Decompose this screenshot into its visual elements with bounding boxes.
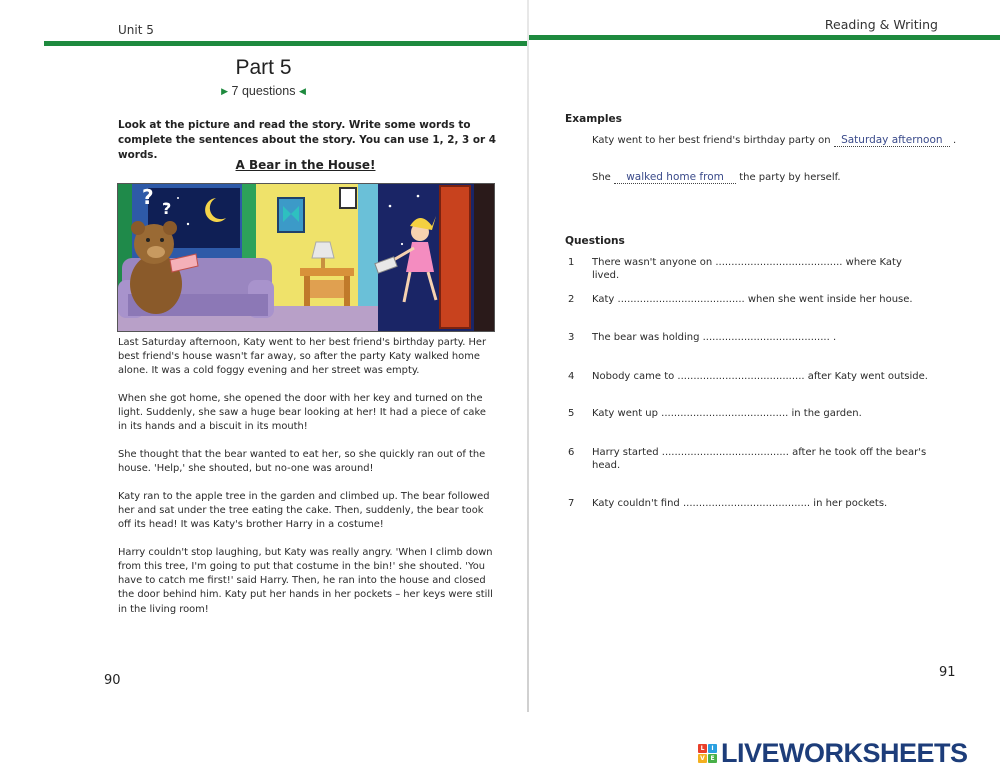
example-line — [592, 172, 841, 184]
story-paragraph: Katy ran to the apple tree in the garden and climbed up. The bear followed her and sat under the tree eating the cake. Then, suddenly, the bear took off its head! It was Katy's brother Harry in a costume! — [118, 490, 490, 531]
question-number: 2 — [568, 294, 575, 305]
page-number-right: 91 — [939, 665, 956, 680]
story-title: A Bear in the House! — [235, 158, 376, 172]
question-number: 4 — [568, 371, 575, 382]
story-paragraph: Harry couldn't stop laughing, but Katy was really angry. 'When I climb down from this tree, I'm going to put that costume in the bin!' she shouted. 'You have to catch me first!' said Harry. Then, he ran into the house and closed the door behind him. Katy put her hands in her pockets – her keys were still in the living room! — [118, 546, 493, 615]
story-paragraph: She thought that the bear wanted to eat her, so she quickly ran out of the house. 'Help,' she shouted, but no-one was around! — [118, 449, 486, 475]
example-line — [592, 135, 956, 147]
story-paragraph: Last Saturday afternoon, Katy went to her best friend's birthday party. Her best friend's house wasn't far away, so after the party Katy walked home alone. It was a cold foggy evening and her street was empty. — [118, 337, 487, 377]
questions-heading: Questions — [565, 235, 625, 247]
example-text: the party by herself. — [739, 172, 841, 183]
example-text: Katy went to her best friend's birthday party on — [592, 135, 831, 146]
triangle-right-icon: ▶ — [221, 86, 229, 96]
examples-heading: Examples — [565, 113, 622, 125]
question-number: 7 — [568, 498, 575, 509]
brand-name: LIVEWORKSHEETS — [721, 737, 968, 768]
question-text[interactable]: Harry started ........................................ after he took off the bear's head. — [592, 447, 927, 471]
story-paragraph: When she got home, she opened the door with her key and turned on the light. Suddenly, she saw a huge bear looking at her! It had a piece of cake in its hands and a biscuit in its mouth! — [118, 393, 486, 433]
question-number: 1 — [568, 257, 575, 268]
story-text — [118, 336, 498, 630]
part-subtitle — [0, 84, 527, 98]
logo-blocks-icon: L I V E — [698, 744, 717, 763]
question-text[interactable]: Katy ........................................ when she went inside her house. — [592, 294, 913, 305]
example-text: She — [592, 172, 611, 183]
svg-text:?: ? — [142, 185, 154, 209]
example-answer: walked home from — [614, 172, 736, 184]
liveworksheets-logo — [698, 738, 968, 768]
svg-text:?: ? — [162, 199, 172, 218]
page-number-left: 90 — [104, 673, 121, 688]
header-rule-right — [529, 35, 1000, 40]
header-rule-left — [44, 41, 527, 46]
question-text[interactable]: There wasn't anyone on ........................................ where Katy lived. — [592, 257, 902, 281]
question-number: 5 — [568, 408, 575, 419]
story-illustration — [117, 183, 495, 332]
unit-label: Unit 5 — [118, 23, 154, 37]
question-number: 6 — [568, 447, 575, 458]
triangle-left-icon: ◀ — [298, 86, 306, 96]
part-title: Part 5 — [235, 56, 292, 79]
question-count: 7 questions — [231, 84, 296, 98]
example-text: . — [953, 135, 957, 146]
question-number: 3 — [568, 332, 575, 343]
question-text[interactable]: Katy couldn't find ........................................ in her pockets. — [592, 498, 888, 509]
instructions: Look at the picture and read the story. Write some words to complete the sentences about the story. You can use 1, 2, 3 or 4 words. — [118, 119, 496, 161]
section-label: Reading & Writing — [824, 17, 938, 32]
left-page — [0, 0, 527, 712]
question-text[interactable]: The bear was holding ........................................ . — [592, 332, 837, 343]
question-text[interactable]: Nobody came to ........................................ after Katy went outside. — [592, 371, 928, 382]
right-page — [529, 0, 1000, 712]
question-text[interactable]: Katy went up ........................................ in the garden. — [592, 408, 862, 419]
example-answer: Saturday afternoon — [834, 135, 950, 147]
